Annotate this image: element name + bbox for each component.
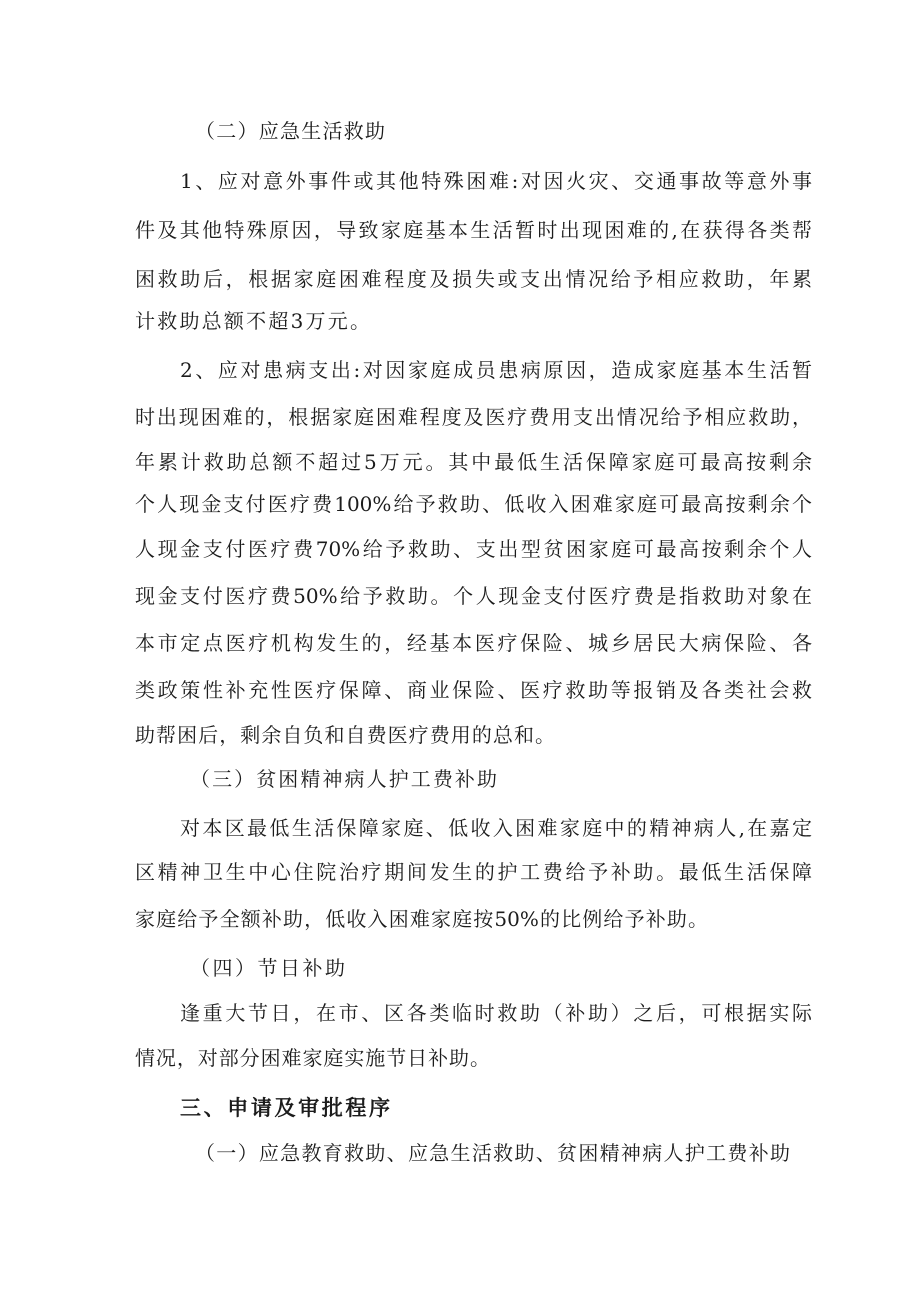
subsection-heading-procedure-one: （一）应急教育救助、应急生活救助、贫困精神病人护工费补助 <box>195 1141 790 1165</box>
paragraph-line: 助帮困后，剩余自负和自费医疗费用的总和。 <box>135 723 555 747</box>
paragraph-line: 本市定点医疗机构发生的，经基本医疗保险、城乡居民大病保险、各 <box>135 631 812 655</box>
paragraph-line: 年累计救助总额不超过5万元。其中最低生活保障家庭可最高按剩余 <box>135 450 812 474</box>
subsection-heading-caregiver-subsidy: （三）贫困精神病人护工费补助 <box>190 767 497 791</box>
paragraph-line: 类政策性补充性医疗保障、商业保险、医疗救助等报销及各类社会救 <box>135 678 812 702</box>
paragraph-line: 人现金支付医疗费70%给予救助、支出型贫困家庭可最高按剩余个人 <box>135 537 812 561</box>
paragraph-line: 逢重大节日，在市、区各类临时救助（补助）之后，可根据实际 <box>180 1001 812 1025</box>
paragraph-line: 1、应对意外事件或其他特殊困难:对因火灾、交通事故等意外事 <box>180 169 812 193</box>
paragraph-line: 困救助后，根据家庭困难程度及损失或支出情况给予相应救助，年累 <box>135 267 812 291</box>
paragraph-line: 件及其他特殊原因，导致家庭基本生活暂时出现困难的,在获得各类帮 <box>135 218 812 242</box>
subsection-heading-emergency-living-aid: （二）应急生活救助 <box>195 119 385 143</box>
paragraph-line: 2、应对患病支出:对因家庭成员患病原因，造成家庭基本生活暂 <box>180 358 812 382</box>
paragraph-line: 时出现困难的，根据家庭困难程度及医疗费用支出情况给予相应救助， <box>135 405 812 429</box>
paragraph-line: 对本区最低生活保障家庭、低收入困难家庭中的精神病人,在嘉定 <box>180 816 812 840</box>
paragraph-line: 现金支付医疗费50%给予救助。个人现金支付医疗费是指救助对象在 <box>135 584 812 608</box>
paragraph-line: 区精神卫生中心住院治疗期间发生的护工费给予补助。最低生活保障 <box>135 860 812 884</box>
paragraph-line: 个人现金支付医疗费100%给予救助、低收入困难家庭可最高按剩余个 <box>135 492 812 516</box>
subsection-heading-holiday-subsidy: （四）节日补助 <box>190 956 345 980</box>
paragraph-line: 计救助总额不超3万元。 <box>135 309 370 333</box>
paragraph-line: 情况，对部分困难家庭实施节日补助。 <box>135 1046 490 1070</box>
paragraph-line: 家庭给予全额补助，低收入困难家庭按50%的比例给予补助。 <box>135 907 708 931</box>
section-heading-application-procedure: 三、申请及审批程序 <box>180 1096 390 1120</box>
